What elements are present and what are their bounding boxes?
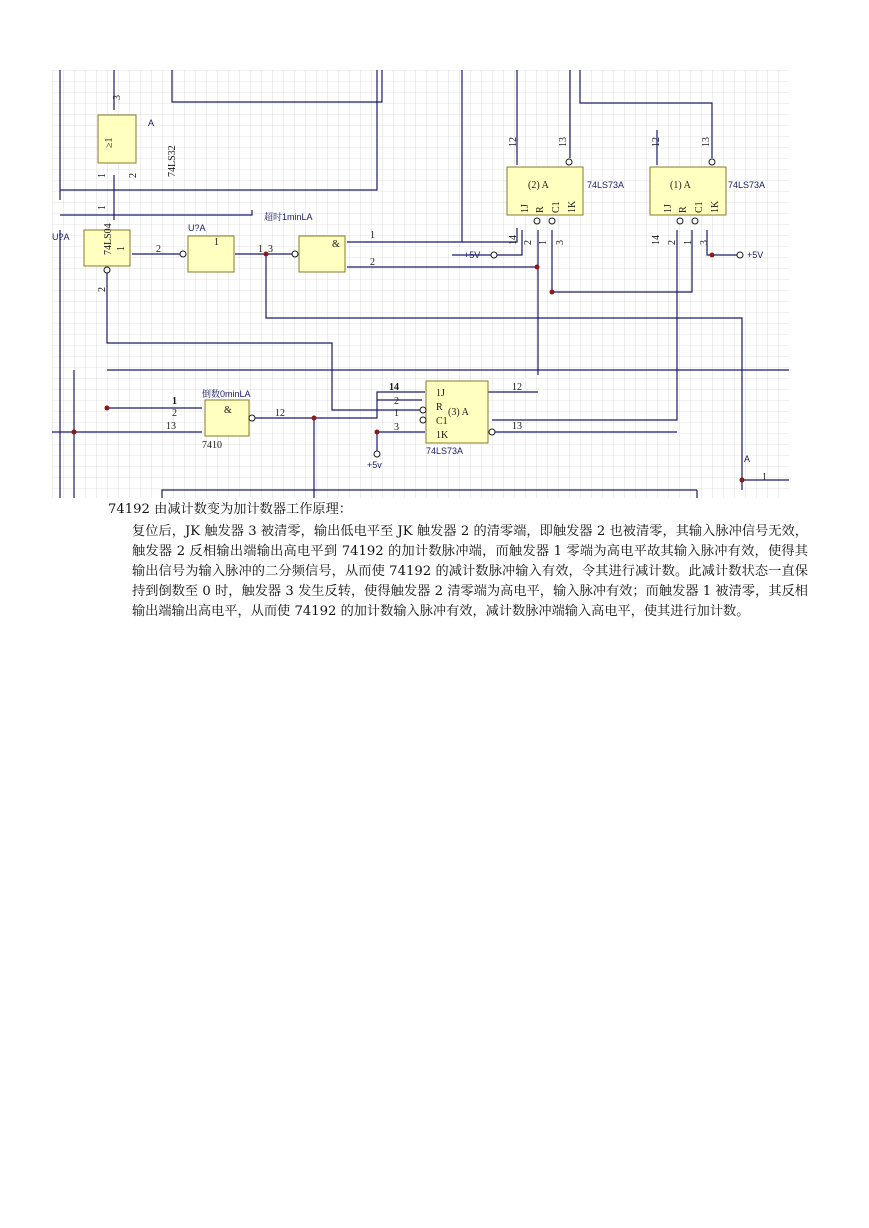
explanation-paragraph: 复位后，JK 触发器 3 被清零，输出低电平至 JK 触发器 2 的清零端，即触发器 2 也被清零，其输入脉冲信号无效，触发器 2 反相输出端输出高电平到 74192 的加计数脉冲端，而触发器 1 零端为高电平故其输入脉冲有效，使得其输出信号为输入脉冲的二分频信号，从而使 74192 的减计数脉冲输入有效，令其进行减计数。此减计数状态一直保持到倒数至 0 时，触发器 3 发生反转，使得触发器 2 清零端为高电平，输入脉冲有效；而触发器 1 被清零，其反相输出端输出高电平，从而使 74192 的加计数输入脉冲有效，减计数脉冲端输入高电平，使其进行加计数。 <box>132 524 808 619</box>
svg-text:1K: 1K <box>710 200 721 213</box>
svg-text:14: 14 <box>651 235 662 245</box>
svg-text:1J: 1J <box>520 204 531 213</box>
svg-text:12: 12 <box>275 408 285 419</box>
svg-text:1J: 1J <box>436 388 445 399</box>
svg-text:13: 13 <box>701 137 712 147</box>
svg-text:2: 2 <box>156 244 161 255</box>
nand-top-label: 超时1minLA <box>264 212 313 222</box>
svg-text:1: 1 <box>258 244 263 255</box>
svg-text:3: 3 <box>112 95 123 100</box>
svg-text:1J: 1J <box>663 204 674 213</box>
svg-text:R: R <box>678 206 689 213</box>
svg-text:2: 2 <box>370 257 375 268</box>
svg-text:1: 1 <box>97 205 108 210</box>
jk3-part: 74LS73A <box>426 446 464 456</box>
svg-text:C1: C1 <box>436 416 448 427</box>
nand-top-symbol: & <box>332 239 340 250</box>
svg-text:C1: C1 <box>694 201 705 213</box>
svg-text:13: 13 <box>558 137 569 147</box>
svg-text:2: 2 <box>97 287 108 292</box>
svg-text:1: 1 <box>394 408 399 419</box>
explanation-text <box>108 500 808 622</box>
svg-text:1K: 1K <box>567 200 578 213</box>
svg-text:3: 3 <box>555 240 566 245</box>
buffer-symbol: 1 <box>214 237 219 248</box>
svg-text:1: 1 <box>538 240 549 245</box>
or-gate-symbol: ≥1 <box>104 137 115 148</box>
svg-text:3: 3 <box>699 240 710 245</box>
jk3-supply: +5v <box>367 460 382 470</box>
svg-text:1: 1 <box>172 396 177 407</box>
explanation-title: 74192 由减计数变为加计数器工作原理： <box>108 502 352 517</box>
svg-text:13: 13 <box>512 421 522 432</box>
jk1-supply: +5V <box>747 250 764 260</box>
nand-bottom-symbol: & <box>224 405 232 416</box>
svg-text:1: 1 <box>762 472 767 483</box>
inverter-symbol: 1 <box>116 246 127 251</box>
grid-background <box>52 70 789 498</box>
svg-text:12: 12 <box>512 382 522 393</box>
svg-text:1: 1 <box>370 230 375 241</box>
svg-text:1: 1 <box>683 240 694 245</box>
jk3-title: (3) A <box>448 407 469 418</box>
jk1-title: (1) A <box>670 180 691 191</box>
or-gate-part: 74LS32 <box>167 145 178 177</box>
svg-text:12: 12 <box>651 137 662 147</box>
or-gate-unit: A <box>148 118 155 128</box>
jk2-part: 74LS73A <box>587 180 625 190</box>
svg-text:3: 3 <box>268 244 273 255</box>
svg-text:14: 14 <box>389 382 399 393</box>
inverter-ref: U?A <box>52 232 70 242</box>
connector-label-a: A <box>744 454 751 464</box>
svg-text:1K: 1K <box>436 430 449 441</box>
jk2-title: (2) A <box>528 180 549 191</box>
jk1-part: 74LS73A <box>728 180 766 190</box>
svg-text:2: 2 <box>172 408 177 419</box>
svg-text:14: 14 <box>508 235 519 245</box>
svg-text:R: R <box>436 402 443 413</box>
svg-text:2: 2 <box>394 396 399 407</box>
jk2-supply: +5V <box>464 250 481 260</box>
nand-bottom-label: 倒数0minLA <box>202 389 251 399</box>
buffer-ref: U?A <box>188 223 206 233</box>
svg-text:R: R <box>535 206 546 213</box>
svg-text:13: 13 <box>166 421 176 432</box>
nand-bottom-part: 7410 <box>202 440 222 451</box>
svg-text:2: 2 <box>128 173 139 178</box>
svg-text:C1: C1 <box>551 201 562 213</box>
svg-text:12: 12 <box>508 137 519 147</box>
svg-text:2: 2 <box>667 240 678 245</box>
svg-text:1: 1 <box>97 173 108 178</box>
inverter-part: 74LS04 <box>103 223 114 255</box>
svg-text:2: 2 <box>523 240 534 245</box>
svg-text:3: 3 <box>394 422 399 433</box>
circuit-schematic <box>52 70 789 498</box>
